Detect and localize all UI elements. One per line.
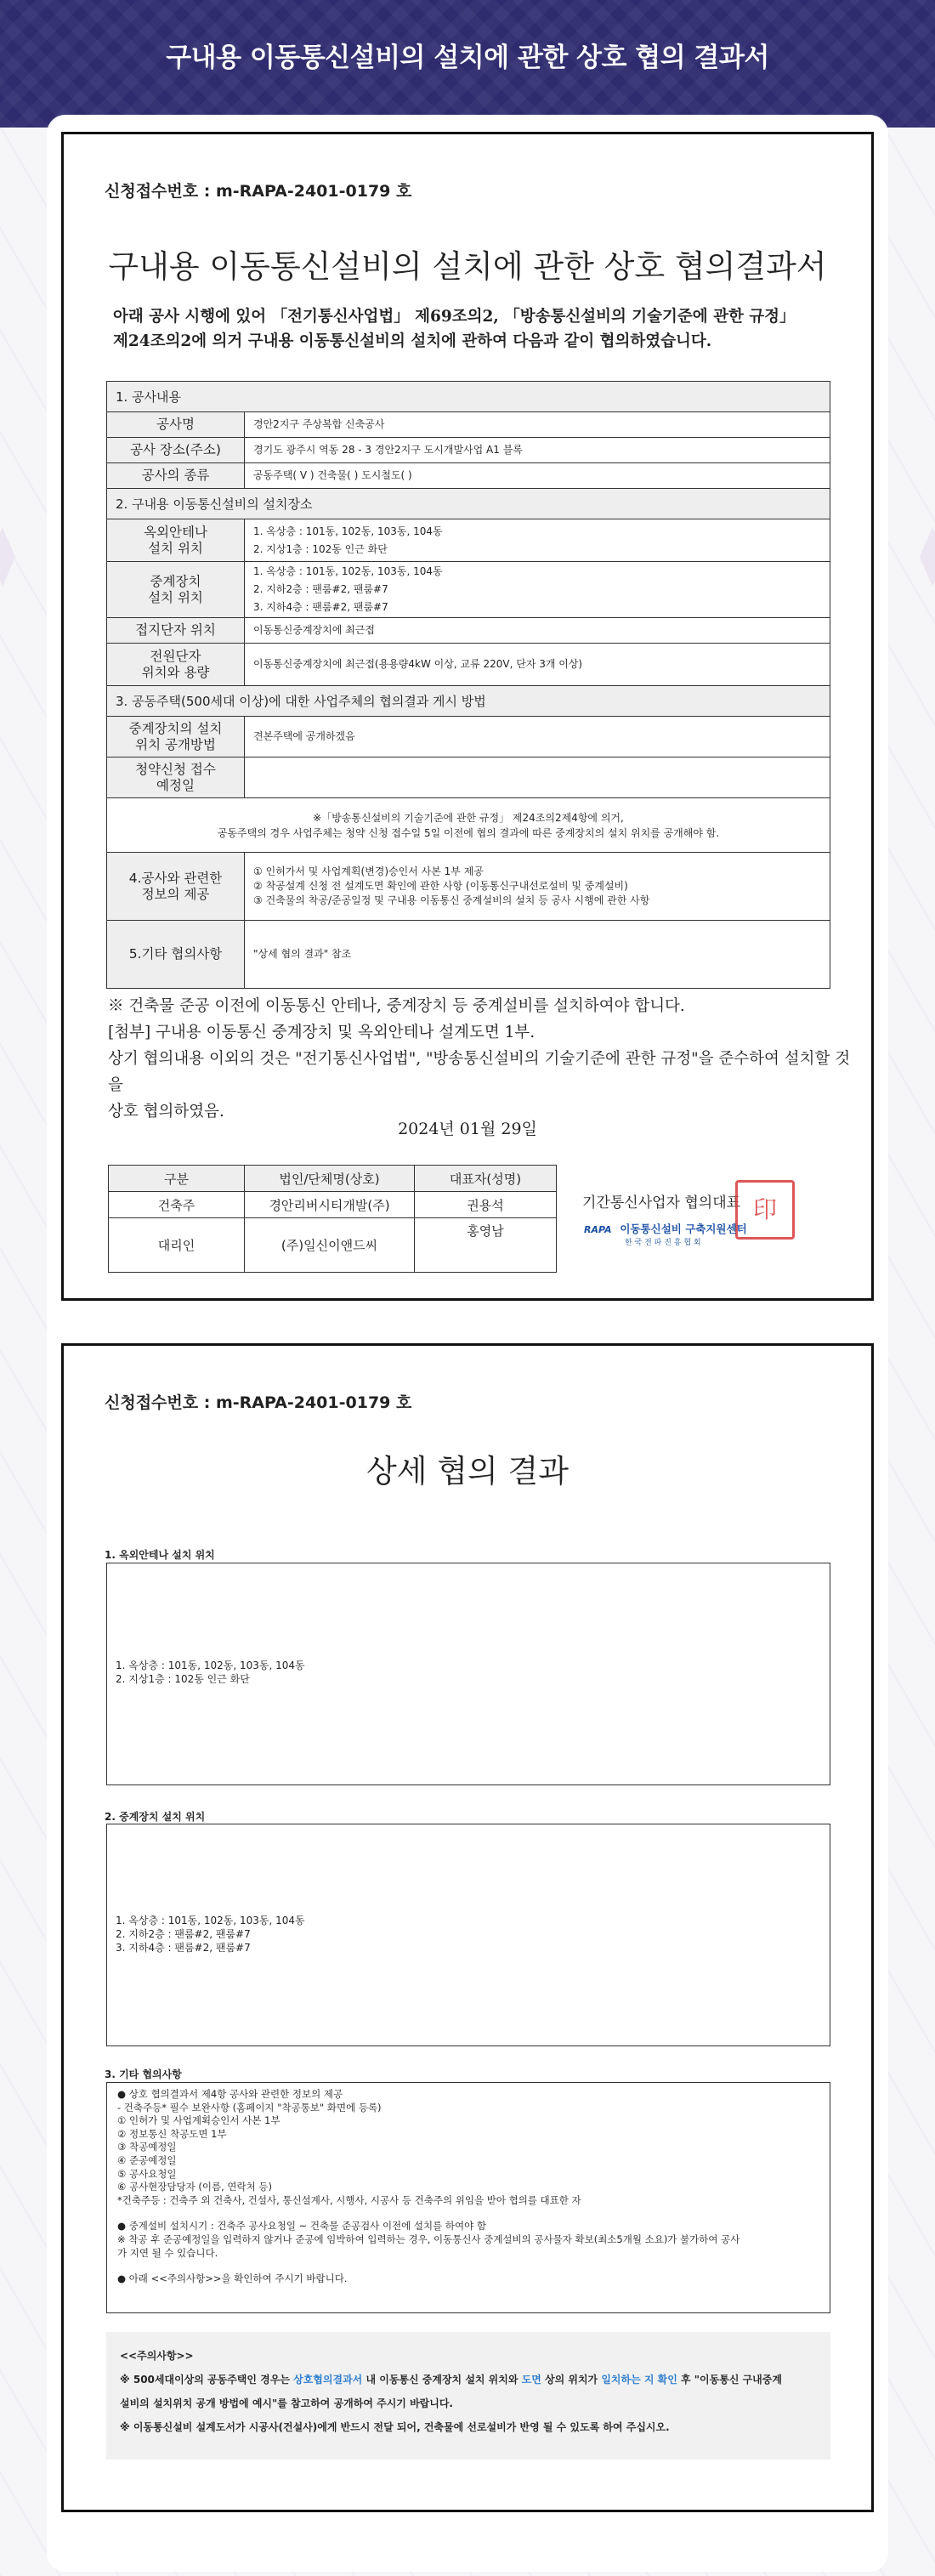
row-value: 경안2지구 주상복합 신축공사 — [245, 412, 830, 438]
value-line: 1. 옥상층 : 101동, 102동, 103동, 104동 — [253, 565, 443, 577]
row-label — [107, 644, 245, 686]
value-line: 1. 옥상층 : 101동, 102동, 103동, 104동 — [253, 525, 443, 537]
section-header: 1. 공사내용 — [107, 382, 830, 412]
sig-cell: 대리인 — [109, 1218, 245, 1273]
detail-spacer — [117, 2260, 819, 2272]
row-label: 공사의 종류 — [107, 463, 245, 489]
sig-cell: 홍영남 — [415, 1218, 557, 1273]
caution-highlight: 일치하는 지 확인 — [601, 2374, 677, 2386]
intro-line: 제24조의2에 의거 구내용 이동통신설비의 설치에 관하여 다음과 같이 협의하였습니다. — [113, 332, 712, 350]
caution-text: 후 "이동통신 구내중계 — [677, 2374, 782, 2386]
application-number: 신청접수번호 : m-RAPA-2401-0179 호 — [105, 1393, 412, 1412]
sig-cell: 건축주 — [109, 1192, 245, 1218]
label-line: 전원단자 — [150, 648, 201, 664]
repeater-lines — [116, 1914, 305, 1955]
section-header: 3. 공동주택(500세대 이상)에 대한 사업주체의 협의결과 게시 방법 — [107, 686, 830, 717]
header-banner — [0, 0, 935, 128]
row-label — [107, 757, 245, 798]
detail-line: ④ 준공예정일 — [117, 2153, 177, 2166]
caution-line — [120, 2368, 817, 2392]
note-line: ※ 건축물 준공 이전에 이동통신 안테나, 중계장치 등 중계설비를 설치하여야 합니다. — [108, 997, 685, 1015]
page-title: 구내용 이동통신설비의 설치에 관한 상호 협의 결과서 — [166, 43, 769, 73]
label-line: 옥외안테나 — [144, 524, 207, 540]
antenna-section-label: 1. 옥외안테나 설치 위치 — [105, 1549, 215, 1561]
label-line: 중계장치 — [150, 573, 201, 589]
sig-cell: (주)일신이앤드씨 — [245, 1218, 415, 1273]
rapa-logo — [584, 1221, 747, 1236]
sig-head-cell: 대표자(성명) — [415, 1166, 557, 1192]
decor-diamond — [0, 527, 15, 587]
label-line: 설치 위치 — [148, 540, 203, 556]
detail-line: ⑤ 공사요청일 — [117, 2167, 177, 2180]
detail-line: ① 인허가 및 사업계획승인서 사본 1부 — [117, 2114, 280, 2127]
note-line: 상기 협의내용 이외의 것은 "전기통신사업법", "방송통신설비의 기술기준에 관한 규정"을 준수하여 설치할 것을 — [108, 1050, 851, 1094]
detail-line: ③ 착공예정일 — [117, 2141, 177, 2153]
row-value — [245, 757, 830, 798]
value-line: 1. 옥상층 : 101동, 102동, 103동, 104동 — [116, 1915, 305, 1926]
detail-line: ● 아래 <<주의사항>>을 확인하여 주시기 바랍니다. — [117, 2272, 348, 2285]
row-value — [245, 853, 830, 921]
repeater-location-box — [106, 1824, 830, 2046]
label-line: 설치 위치 — [148, 589, 203, 605]
detail-line: ② 정보통신 착공도면 1부 — [117, 2127, 227, 2140]
value-line: 2. 지하2층 : 팬룸#2, 팬룸#7 — [116, 1928, 251, 1940]
sig-head-cell: 구분 — [109, 1166, 245, 1192]
label-line: 중계장치의 설치 — [128, 720, 223, 736]
note-line: 상호 협의하였음. — [108, 1103, 224, 1121]
row-value: 견본주택에 공개하겠음 — [245, 717, 830, 757]
row-value: 경기도 광주시 역동 28 - 3 경안2지구 도시개발사업 A1 블록 — [245, 438, 830, 463]
value-line: 3. 지하4층 : 팬룸#2, 팬룸#7 — [116, 1942, 251, 1954]
value-line: 3. 지하4층 : 팬룸#2, 팬룸#7 — [253, 601, 388, 613]
rapa-center-name: 이동통신설비 구축지원센터 — [620, 1223, 747, 1235]
value-line: 2. 지상1층 : 102동 인근 화단 — [116, 1673, 250, 1685]
caution-text: 상의 위치가 — [541, 2374, 602, 2386]
intro-line: 아래 공사 시행에 있어 「전기통신사업법」 제69조의2, 「방송통신설비의 기술기준에 관한 규정」 — [113, 308, 796, 326]
notice-line: 공동주택의 경우 사업주체는 청약 신청 접수일 5일 이전에 협의 결과에 따른 중계장치의 설치 위치를 공개해야 함. — [217, 826, 720, 839]
row-label — [107, 562, 245, 618]
row-label: 5.기타 협의사항 — [107, 921, 245, 989]
notice-line: ※「방송통신설비의 기술기준에 관한 규정」 제24조의2제4항에 의거, — [313, 811, 624, 824]
row-value: 이동통신중계장치에 최근접 — [245, 618, 830, 644]
row-label: 공사명 — [107, 412, 245, 438]
caution-text: 내 이동통신 중계장치 설치 위치와 — [362, 2374, 522, 2386]
detail-spacer — [117, 2207, 819, 2220]
value-line: ③ 건축물의 착공/준공일정 및 구내용 이동통신 중계설비의 설치 등 공사 시행에 관한 사항 — [253, 894, 650, 906]
detail-line: ● 상호 협의결과서 제4항 공사와 관련한 정보의 제공 — [117, 2088, 343, 2100]
row-label — [107, 519, 245, 562]
antenna-location-box — [106, 1563, 830, 1785]
row-value: 이동통신중계장치에 최근접(용용량4kW 이상, 교류 220V, 단자 3개 이상) — [245, 644, 830, 686]
caution-box — [106, 2332, 830, 2460]
detail-line: ※ 착공 후 준공예정일을 입력하지 않거나 준공에 임박하여 입력하는 경우, 이동통신사 중계설비의 공사물자 확보(최소5개월 소요)가 불가하여 공사 — [117, 2233, 740, 2245]
label-line: 위치와 용량 — [141, 664, 210, 680]
agreement-document — [61, 132, 874, 1301]
repeater-section-label: 2. 중계장치 설치 위치 — [105, 1811, 206, 1823]
sig-cell: 권용석 — [415, 1192, 557, 1218]
value-line: ① 인허가서 및 사업계획(변경)승인서 사본 1부 제공 — [253, 865, 484, 877]
note-line: [첨부] 구내용 이동통신 중계장치 및 옥외안테나 설계도면 1부. — [108, 1024, 536, 1041]
row-label — [107, 717, 245, 757]
detail-document — [61, 1343, 874, 2512]
rapa-subtitle: 한 국 전 파 진 흥 협 회 — [625, 1239, 701, 1247]
detail-line: ⑥ 공사현장담당자 (이름, 연락처 등) — [117, 2181, 272, 2193]
detail-line: ● 중계설비 설치시기 : 건축주 공사요청일 ~ 건축물 준공검사 이전에 설치를 하여야 함 — [117, 2220, 487, 2233]
disclosure-notice — [107, 798, 830, 853]
caution-text: ※ 500세대이상의 공동주택인 경우는 — [120, 2374, 294, 2386]
caution-title: <<주의사항>> — [120, 2350, 194, 2362]
caution-line: 설비의 설치위치 공개 방법에 예시"를 참고하여 공개하여 주시기 바랍니다. — [120, 2397, 453, 2409]
decor-diamond — [920, 527, 935, 587]
value-line: 2. 지상1층 : 102동 인근 화단 — [253, 542, 388, 555]
value-line: 1. 옥상층 : 101동, 102동, 103동, 104동 — [116, 1660, 305, 1671]
detail-line: *건축주등 : 건축주 외 건축사, 건설사, 통신설계사, 시행사, 시공사 등 건축주의 위임을 받아 협의를 대표한 자 — [117, 2193, 581, 2206]
caution-highlight: 도면 — [521, 2374, 541, 2386]
intro-text — [113, 304, 796, 354]
sig-head-cell: 법인/단체명(상호) — [245, 1166, 415, 1192]
row-label: 공사 장소(주소) — [107, 438, 245, 463]
application-number: 신청접수번호 : m-RAPA-2401-0179 호 — [105, 182, 412, 201]
label-line: 청약신청 접수 — [135, 761, 216, 777]
value-line: 2. 지하2층 : 팬룸#2, 팬룸#7 — [253, 583, 388, 595]
official-seal-icon: 印 — [735, 1180, 795, 1240]
carrier-label: 기간통신사업자 협의대표 — [582, 1194, 741, 1211]
row-value: "상세 협의 결과" 참조 — [245, 921, 830, 989]
antenna-lines — [116, 1659, 305, 1686]
row-value — [245, 562, 830, 618]
agreement-notes — [108, 993, 856, 1125]
label-line: 4.공사와 관련한 — [128, 870, 223, 886]
agreement-date: 2024년 01월 29일 — [398, 1120, 537, 1138]
label-line: 위치 공개방법 — [135, 736, 216, 752]
signature-table — [108, 1165, 557, 1273]
row-label: 접지단자 위치 — [107, 618, 245, 644]
detail-title: 상세 협의 결과 — [366, 1453, 569, 1489]
section-header: 2. 구내용 이동통신설비의 설치장소 — [107, 489, 830, 519]
agreement-table — [106, 381, 830, 989]
etc-details-box — [106, 2082, 830, 2313]
caution-highlight: 상호협의결과서 — [293, 2374, 363, 2386]
detail-line: - 건축주등* 필수 보완사항 (홈페이지 "착공통보" 화면에 등록) — [117, 2101, 382, 2114]
rapa-logo-icon: RAPA — [584, 1224, 612, 1235]
row-label — [107, 853, 245, 921]
value-line: ② 착공설계 신청 전 설계도면 확인에 관한 사항 (이동통신구내선로설비 및 중계설비) — [253, 880, 628, 892]
label-line: 예정일 — [156, 777, 195, 793]
sig-cell: 경안리버시티개발(주) — [245, 1192, 415, 1218]
document-title: 구내용 이동통신설비의 설치에 관한 상호 협의결과서 — [108, 248, 827, 285]
detail-line: 가 지연 될 수 있습니다. — [117, 2246, 218, 2259]
row-value — [245, 519, 830, 562]
row-value: 공동주택( V ) 건축물( ) 도시철도( ) — [245, 463, 830, 489]
caution-line: ※ 이동통신설비 설계도서가 시공사(건설사)에게 반드시 전달 되어, 건축물에 선로설비가 반영 될 수 있도록 하여 주십시오. — [120, 2421, 670, 2433]
label-line: 정보의 제공 — [141, 886, 210, 902]
etc-section-label: 3. 기타 협의사항 — [105, 2068, 182, 2080]
